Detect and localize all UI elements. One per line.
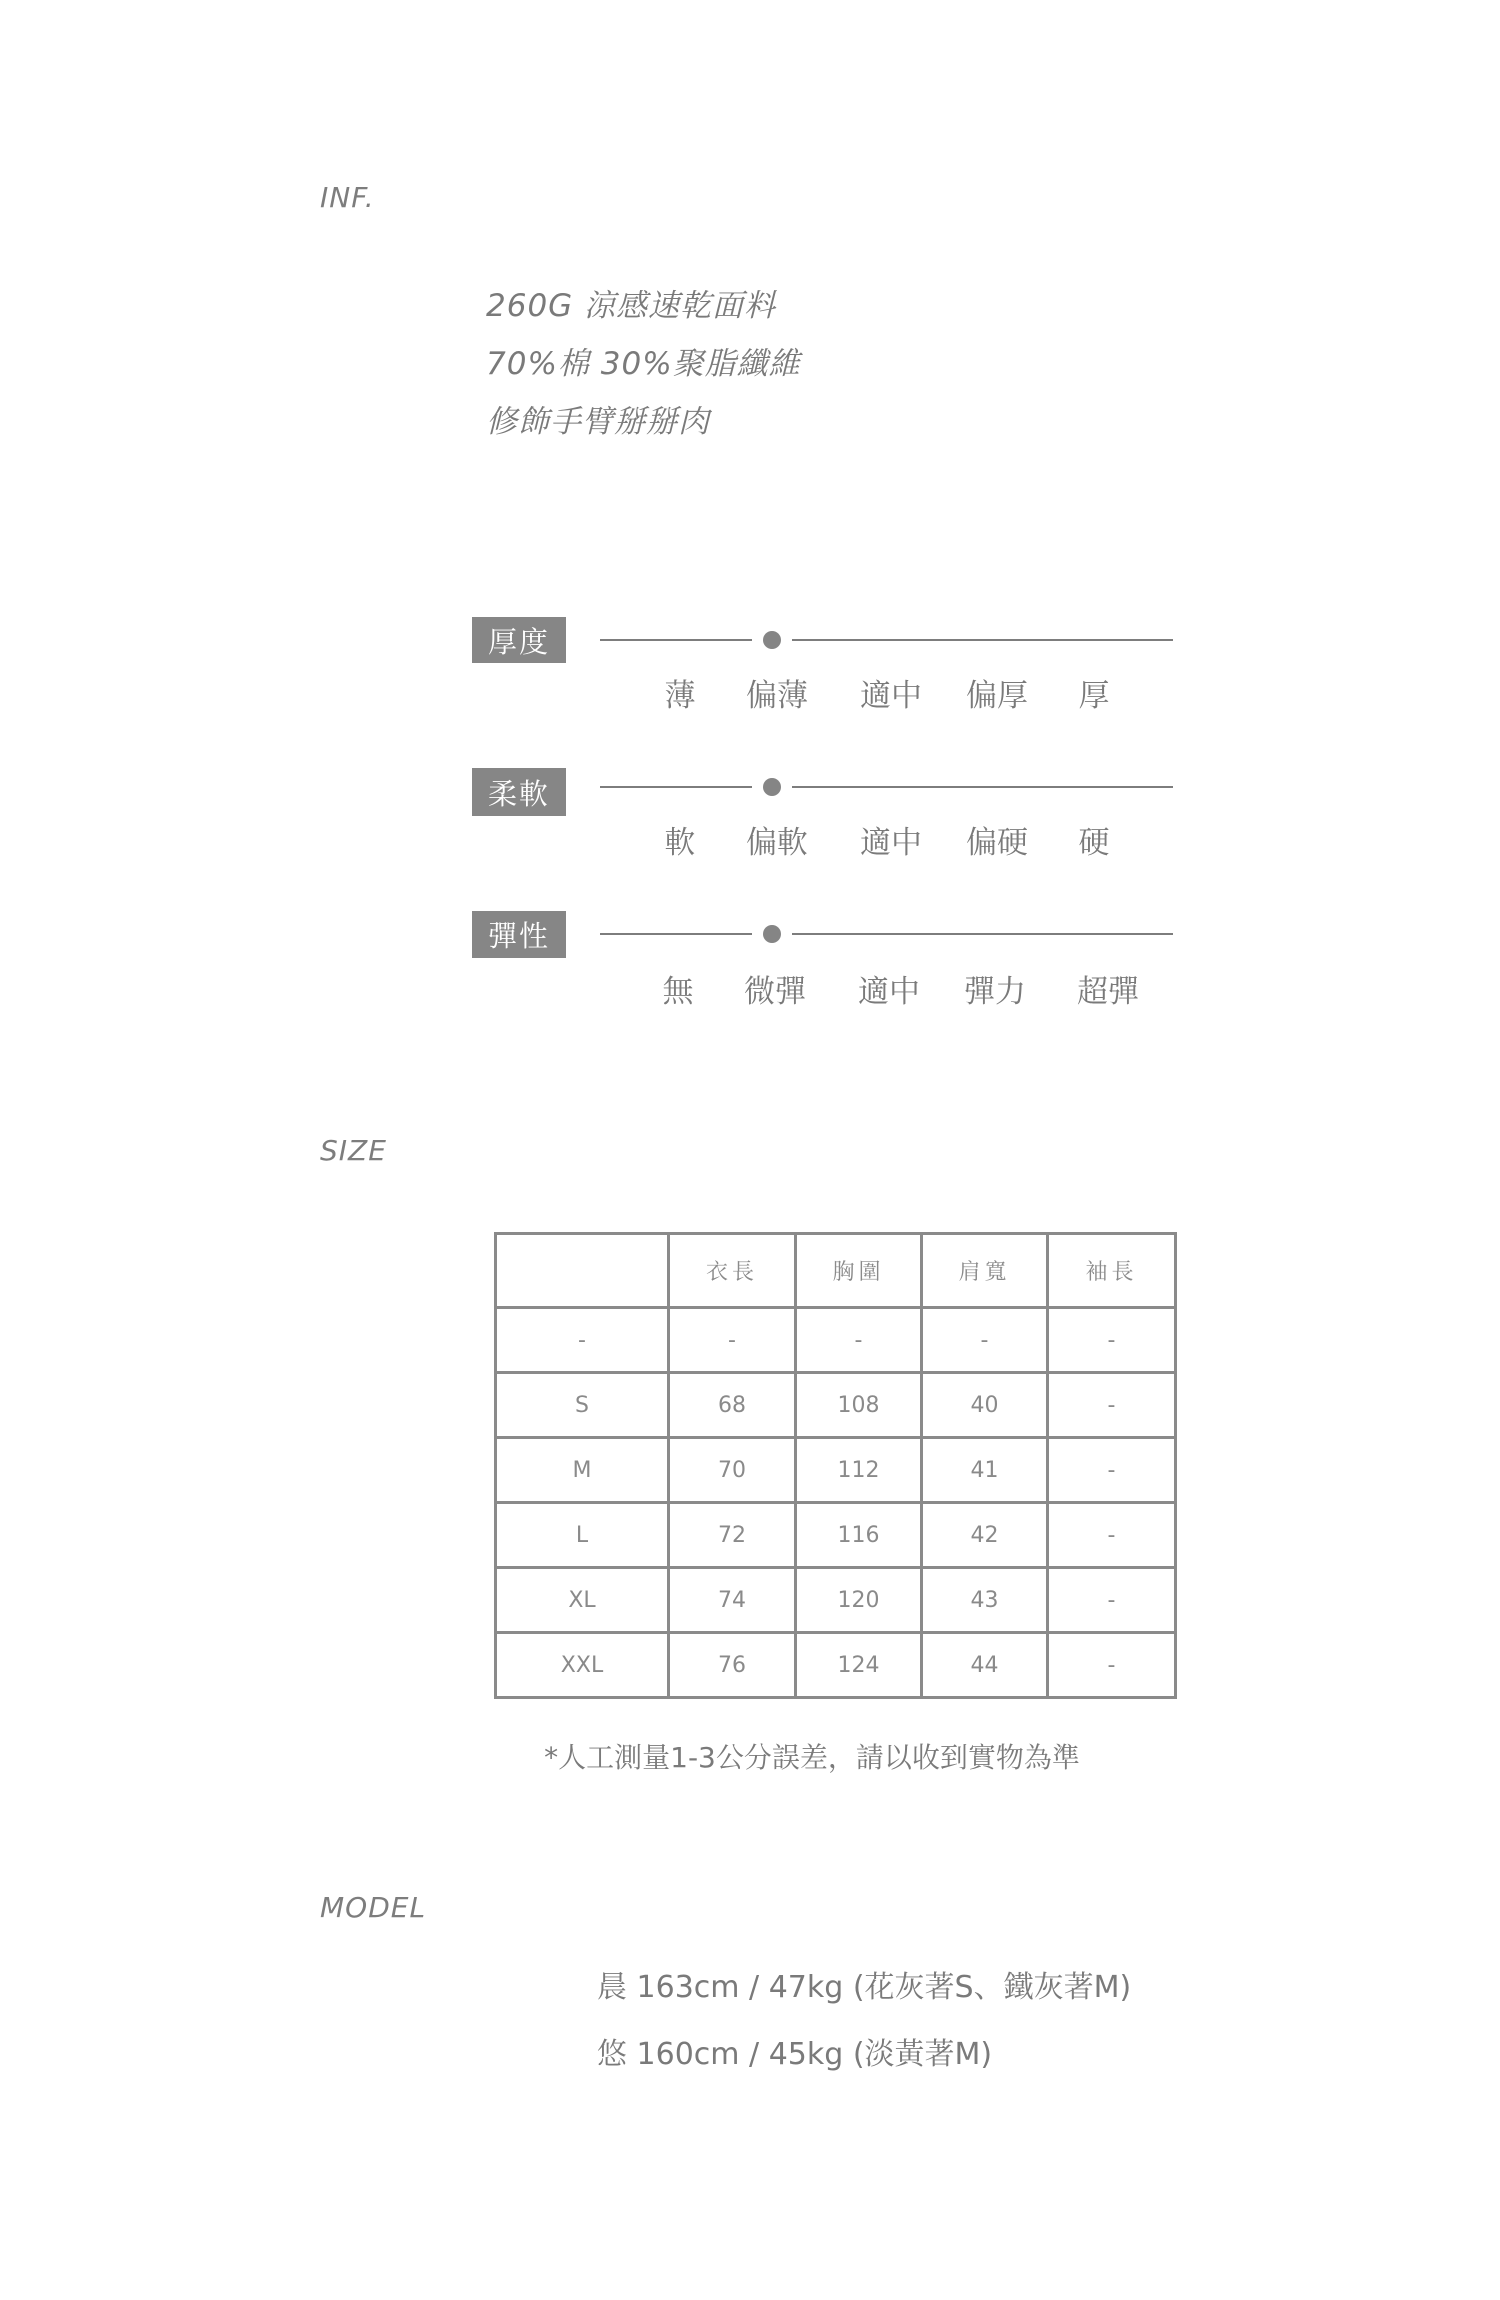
model-info-line: 悠 160cm / 45kg (淡黃著M) [597,2037,993,2072]
fabric-description: 260G 涼感速乾面料 [486,288,777,324]
table-cell: XXL [496,1633,669,1698]
table-cell: 74 [669,1568,796,1633]
table-row [496,1633,1176,1698]
table-cell: S [496,1373,669,1438]
elasticity-option: 適中 [858,974,920,1010]
thickness-indicator-dot [763,631,781,649]
table-cell: 70 [669,1438,796,1503]
softness-option: 偏軟 [746,825,808,861]
table-row [496,1373,1176,1438]
table-row [496,1438,1176,1503]
table-cell: - [922,1308,1048,1373]
softness-option: 軟 [664,825,696,861]
softness-option: 偏硬 [966,825,1028,861]
thickness-option: 厚 [1078,678,1110,714]
elasticity-option: 微彈 [744,974,806,1010]
table-cell: 40 [922,1373,1048,1438]
fit-feature: 修飾手臂掰掰肉 [486,404,710,440]
table-row [496,1308,1176,1373]
thickness-option: 薄 [664,678,696,714]
table-cell: - [1048,1568,1176,1633]
table-cell: - [1048,1373,1176,1438]
table-row [496,1503,1176,1568]
table-cell: 124 [796,1633,922,1698]
table-cell: 41 [922,1438,1048,1503]
table-cell: - [796,1308,922,1373]
size-table [494,1232,1177,1699]
measurement-note: *人工測量1-3公分誤差，請以收到實物為準 [544,1741,1080,1774]
model-section-title: MODEL [320,1891,427,1924]
table-cell: M [496,1438,669,1503]
thickness-scale-left [600,639,752,641]
table-cell: 43 [922,1568,1048,1633]
table-cell: 72 [669,1503,796,1568]
elasticity-scale-left [600,933,752,935]
elasticity-option: 超彈 [1077,974,1139,1010]
elasticity-option: 彈力 [964,974,1026,1010]
size-header-shoulder: 肩寬 [922,1234,1048,1308]
softness-indicator-dot [763,778,781,796]
table-cell: XL [496,1568,669,1633]
size-header-chest: 胸圍 [796,1234,922,1308]
thickness-scale-right [792,639,1173,641]
table-cell: 112 [796,1438,922,1503]
table-cell: 116 [796,1503,922,1568]
softness-scale-right [792,786,1173,788]
size-header-sleeve: 袖長 [1048,1234,1176,1308]
table-cell: 42 [922,1503,1048,1568]
table-cell: 44 [922,1633,1048,1698]
softness-option: 硬 [1078,825,1110,861]
inf-section-title: INF. [320,181,375,214]
table-cell: 76 [669,1633,796,1698]
table-cell: - [496,1308,669,1373]
size-header-blank [496,1234,669,1308]
thickness-option: 偏薄 [746,678,808,714]
table-cell: - [669,1308,796,1373]
table-cell: - [1048,1308,1176,1373]
fabric-composition: 70%棉 30%聚脂纖維 [486,346,801,382]
table-cell: 108 [796,1373,922,1438]
thickness-label: 厚度 [472,617,566,663]
table-cell: 68 [669,1373,796,1438]
elasticity-option: 無 [662,974,694,1010]
elasticity-indicator-dot [763,925,781,943]
softness-option: 適中 [860,825,922,861]
table-row [496,1568,1176,1633]
elasticity-label: 彈性 [472,911,566,958]
thickness-option: 適中 [860,678,922,714]
table-cell: 120 [796,1568,922,1633]
elasticity-scale-right [792,933,1173,935]
thickness-option: 偏厚 [966,678,1028,714]
table-cell: L [496,1503,669,1568]
table-cell: - [1048,1438,1176,1503]
size-header-length: 衣長 [669,1234,796,1308]
size-table-header-row [496,1234,1176,1308]
model-info-line: 晨 163cm / 47kg (花灰著S、鐵灰著M) [597,1970,1132,2005]
softness-scale-left [600,786,752,788]
table-cell: - [1048,1633,1176,1698]
softness-label: 柔軟 [472,768,566,816]
table-cell: - [1048,1503,1176,1568]
size-section-title: SIZE [320,1134,387,1167]
